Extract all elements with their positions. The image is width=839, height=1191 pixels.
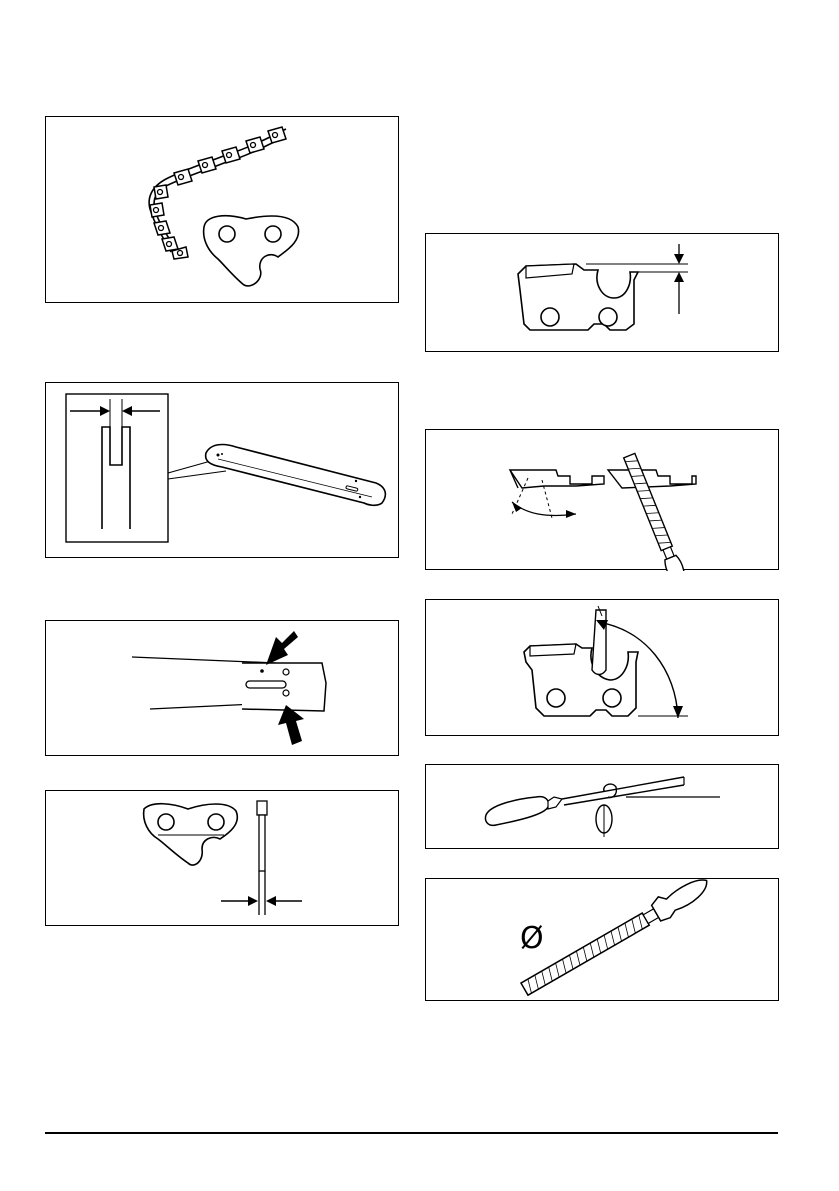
figure-chain-overview xyxy=(45,116,399,303)
figure-filing-angle xyxy=(425,429,779,570)
figure-cutter-top-plate-angle xyxy=(425,599,779,736)
figure-depth-gauge-setting xyxy=(425,233,779,352)
drive-link-shape xyxy=(204,216,299,286)
diameter-symbol: Ø xyxy=(520,921,544,956)
figure-bar-groove-width xyxy=(45,382,399,558)
filing-angle-illustration xyxy=(426,430,780,571)
saw-chain-illustration xyxy=(46,117,400,304)
figure-drive-link-gauge xyxy=(45,790,399,926)
round-file-illustration xyxy=(426,879,780,1002)
file-holder-illustration xyxy=(426,765,780,850)
figure-round-file-diameter xyxy=(425,878,779,1001)
depth-gauge-illustration xyxy=(426,234,780,353)
figure-bar-nose-holes xyxy=(45,620,399,756)
drive-link-gauge-illustration xyxy=(46,791,400,927)
footer-rule xyxy=(45,1132,778,1134)
guide-bar-illustration xyxy=(46,383,400,559)
figure-file-holder xyxy=(425,764,779,849)
top-plate-angle-illustration xyxy=(426,600,780,737)
bar-holes-illustration xyxy=(46,621,400,757)
